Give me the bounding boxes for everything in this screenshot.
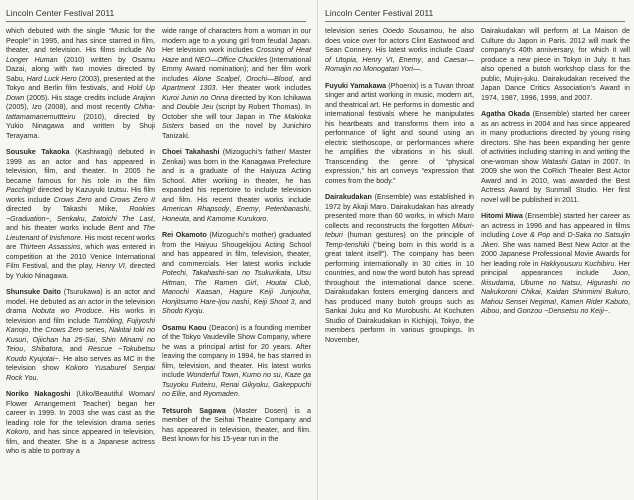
work-title: Kuroi Junin no Onna bbox=[162, 93, 229, 102]
bio-text: (2008), and most recently bbox=[41, 103, 134, 111]
bio-text: (Kashiwagi) debuted in 1999 as an actor and has appeared in television, film, and theater. In 2005 he became famous for his role in the film bbox=[6, 148, 156, 185]
work-title: Crows Zero bbox=[45, 326, 83, 334]
work-title: Chiha-tattamamanemuttteiru bbox=[6, 103, 156, 121]
text-column bbox=[6, 27, 155, 464]
bio-text: series, bbox=[82, 326, 109, 334]
work-title: Zatoichi The Last bbox=[91, 214, 154, 223]
work-title: Utsu Hitman bbox=[162, 269, 312, 287]
work-title: Keiji Shoot 3 bbox=[253, 297, 295, 306]
bio-text: , bbox=[309, 288, 311, 296]
bio-paragraph bbox=[6, 390, 155, 457]
work-title: Enemy bbox=[236, 205, 259, 213]
bio-text: which debuted with the single “Music for the People” in 1995, and has since starred in film, theater, and television. His films include bbox=[6, 27, 155, 54]
text-column bbox=[162, 27, 311, 464]
bio-text: , bbox=[84, 214, 92, 223]
bio-text: directed by Kazuyuki Izutsu. His film works include bbox=[6, 186, 155, 204]
bio-text: (Ensemble) started her career as an actress in 2004 and has since appeared in many productions directed by young rising directors. She has been expanding her genre of activities including starring in and writing the one-woman show bbox=[481, 110, 630, 166]
bio-paragraph bbox=[6, 148, 155, 281]
bio-text: (Master Dosen) is a member of the Seihai Theatre Company and has appeared in television, theater, and film. Best known for his 15-year run in the bbox=[162, 406, 311, 443]
bio-text: , bbox=[229, 205, 237, 213]
bio-text: , bbox=[355, 55, 363, 64]
bio-text: , and bbox=[421, 55, 444, 64]
person-name: Tetsuroh Sagawa bbox=[162, 406, 226, 415]
bio-text: , bbox=[628, 288, 630, 296]
work-title: Henry VI bbox=[96, 262, 125, 270]
work-title: Ojiichan ha 25-Sai bbox=[32, 335, 96, 344]
work-title: The Ramen Girl bbox=[194, 278, 257, 287]
work-title: Gakeppuchi no Ellie bbox=[162, 380, 312, 398]
work-title: Rookies ~Graduation~ bbox=[6, 205, 155, 223]
bio-text: (Ensemble) was established in 1972 by Akaji Maro. Dairakudakan has already presented more than 60 works, in which Maro collects and reconstructs the forgotten bbox=[325, 193, 474, 230]
bio-text: . He also serves as MC in the television show bbox=[6, 354, 155, 372]
person-name: Fuyuki Yamakawa bbox=[325, 81, 387, 90]
work-title: Potechi bbox=[162, 269, 186, 277]
bio-text: , bbox=[95, 335, 102, 344]
bio-text: , bbox=[309, 205, 311, 213]
bio-paragraph bbox=[162, 148, 311, 224]
bio-text: (2010) written by Osamu Dazai, along with two movies directed by Sabu, bbox=[6, 55, 155, 83]
bio-text: in 2007. In 2009 she won the CoRich Theater Best Actor Award and in 2010, was awarded the Best Actress Award by Sunmall Studio. Her first novel will be published in 2011. bbox=[481, 157, 630, 204]
person-name: Dairakudakan bbox=[325, 193, 372, 201]
bio-text: , bbox=[185, 269, 192, 277]
work-title: Temp-tenshiki bbox=[325, 240, 370, 249]
bio-text: . His works in television and film include bbox=[6, 307, 155, 325]
work-title: The Lieutenant of Inishmore bbox=[6, 224, 155, 242]
bio-paragraph bbox=[6, 27, 155, 141]
bio-text: , bbox=[239, 74, 246, 83]
work-title: Hakkyousuru Kuchibiru bbox=[540, 259, 615, 268]
work-title: Honjitsumo Hare-Ijou nashi bbox=[162, 297, 250, 306]
bio-text: , which was entered in competition at the 2010 Venice International Film Festival, and the play, bbox=[6, 243, 156, 270]
work-title: Manochi Kaasan bbox=[162, 288, 221, 296]
work-title: Apartment 1303 bbox=[162, 84, 216, 92]
work-title: Arajinn bbox=[132, 93, 155, 102]
bio-text: , bbox=[49, 214, 57, 223]
work-title: Bent bbox=[108, 224, 124, 232]
bio-text: (Deacon) is a founding member of the Tokyo Vaudeville Show Company, where he was a principal artist for 20 years. After leaving the company in 1994, he has starred in film, television, and theater. His latest works include bbox=[162, 323, 311, 379]
work-title: Miburi-teburi bbox=[325, 221, 474, 239]
work-title: Ubume no Natsu bbox=[520, 278, 580, 287]
bio-text: , and bbox=[61, 345, 88, 353]
bio-text: . His most recent works are bbox=[6, 233, 155, 251]
right-page bbox=[317, 0, 634, 500]
bio-text: , bbox=[184, 278, 195, 287]
work-title: Double Jeu bbox=[176, 103, 214, 111]
bio-text: , bbox=[580, 278, 587, 287]
bio-paragraph bbox=[162, 27, 311, 141]
bio-text: , bbox=[290, 269, 297, 277]
bio-text: , and bbox=[189, 214, 207, 223]
work-title: Rescue ~Tokubetsu Koudo Kyujotai~ bbox=[6, 345, 155, 363]
work-title: Shin Minami no Teiou bbox=[6, 335, 156, 353]
text-column bbox=[325, 27, 474, 352]
work-title: Kokoro bbox=[6, 428, 29, 436]
bio-paragraph bbox=[325, 193, 474, 345]
bio-text: based on the novel by Junichiro Tanizaki. bbox=[162, 122, 311, 140]
bio-text: (Mizoguchi’s mother) graduated from the Haiyuu Shougekijou Acting School and has appeared in film, television, theater, and commercials. Her latest works include bbox=[162, 231, 311, 268]
bio-text: , the bbox=[28, 326, 46, 334]
bio-text: (Tsurukawa) is an actor and model. He debuted as an actor in the television drama bbox=[6, 288, 155, 315]
bio-paragraph bbox=[325, 82, 474, 187]
work-title: Kokoro Yusaburel Senpai Rock You bbox=[6, 364, 155, 382]
work-title: Pacchigi! bbox=[6, 186, 35, 194]
work-title: Ooedo Sousamou bbox=[382, 27, 443, 35]
bio-text: , bbox=[628, 269, 630, 277]
bio-text: , bbox=[392, 55, 399, 64]
work-title: Kumo no su bbox=[242, 371, 281, 379]
work-title: Juon bbox=[612, 269, 629, 277]
work-title: Hold Up Down bbox=[6, 84, 155, 102]
work-title: Watashi Gatari bbox=[541, 157, 591, 166]
bio-text: , bbox=[540, 288, 547, 296]
work-title: Senkaku bbox=[56, 214, 85, 223]
bio-text: , and bbox=[294, 297, 312, 306]
bio-paragraph bbox=[6, 288, 155, 383]
bio-text: , bbox=[215, 380, 221, 389]
bio-text: , bbox=[267, 380, 273, 389]
work-title: Higurashi no Nakukoroni Chikai bbox=[481, 278, 630, 296]
work-title: Crossing of Heat Haze bbox=[162, 46, 311, 64]
work-title: Houtai Club bbox=[265, 278, 310, 287]
bio-text: and bbox=[550, 231, 568, 239]
bio-text: . bbox=[608, 307, 611, 315]
columns bbox=[325, 27, 630, 352]
bio-text: , bbox=[513, 278, 521, 287]
bio-text: . bbox=[202, 307, 205, 315]
work-title: Enemy bbox=[398, 55, 422, 64]
bio-text: , bbox=[256, 278, 266, 287]
work-title: Henry VI bbox=[362, 55, 393, 64]
bio-text: . bbox=[266, 214, 269, 223]
bio-text: , bbox=[249, 297, 254, 306]
bio-paragraph bbox=[481, 110, 630, 205]
bio-text: , directed by Yukio Ninagawa. bbox=[6, 262, 155, 280]
bio-paragraph bbox=[481, 212, 630, 317]
work-title: Aibou bbox=[481, 307, 500, 315]
work-title: Izo bbox=[32, 103, 42, 111]
bio-text: (“being born in this world is a great talent itself”). The company has been performing internationally in 30 cities in 10 countries, and now the word butoh has spread throughout the international dance scene. Dairakudakan fosters emerging dancers and has produced many butoh groups such as Sankai Juku and Ko Murobushi. At Kochuten Studio of Dairakudakan in Kichijoji, Tokyo, the members perform in various groupings. In November, bbox=[325, 240, 474, 344]
bio-text: (script by Robert Thomas). In October she will tour Japan in bbox=[162, 103, 311, 121]
bio-text: , bbox=[23, 345, 32, 353]
running-header: Lincoln Center Festival 2011 bbox=[6, 8, 306, 22]
work-title: Crows Zero bbox=[53, 195, 92, 204]
columns bbox=[6, 27, 313, 464]
bio-text: (2005). His stage credits include bbox=[24, 93, 133, 102]
work-title: Kaze ga Tsuyoku Fuiteiru bbox=[162, 371, 312, 389]
bio-paragraph bbox=[325, 27, 474, 75]
work-title: The Makioka Sisters bbox=[162, 112, 311, 130]
person-name: Noriko Nakagoshi bbox=[6, 390, 71, 398]
bio-text: and bbox=[91, 195, 110, 204]
bio-text: (2010), directed by Yukio Ninagawa and written by Shuji Terayama. bbox=[6, 112, 155, 140]
bio-text: , bbox=[220, 288, 230, 296]
bio-text: —. bbox=[413, 65, 423, 73]
bio-text: (2003), presented at the Tokyo and Berlin film festivals, and bbox=[6, 74, 155, 92]
bio-text: , bbox=[258, 205, 266, 213]
bio-text: , bbox=[309, 278, 311, 287]
person-name: Hitomi Miwa bbox=[481, 212, 523, 220]
bio-text: directed by Kon Ichikawa and bbox=[162, 93, 311, 111]
work-title: Fujiyoshi Kanojo bbox=[6, 316, 156, 334]
work-title: D-Saka no Satsujin Jiken bbox=[481, 231, 631, 249]
bio-paragraph bbox=[162, 324, 311, 400]
bio-text: (2005), bbox=[6, 103, 33, 111]
work-title: Nobuta wo Produce bbox=[31, 307, 102, 315]
person-name: Agatha Okada bbox=[481, 110, 530, 118]
bio-text: , and bbox=[185, 390, 204, 398]
running-header: Lincoln Center Festival 2011 bbox=[325, 8, 625, 22]
bio-text: . Her principal appearances include bbox=[481, 259, 630, 277]
bio-text: (human gestures) on the principle of bbox=[342, 231, 474, 239]
person-name: Rei Okamoto bbox=[162, 231, 207, 239]
bio-text: . Her theater work includes bbox=[215, 84, 311, 92]
person-name: Osamu Kaou bbox=[162, 323, 207, 332]
work-title: Hard Luck Hero bbox=[26, 74, 77, 83]
person-name: Shunsuke Daito bbox=[6, 288, 61, 296]
work-title: Orochi—Blood bbox=[245, 74, 293, 83]
bio-text: and bbox=[178, 55, 195, 64]
work-title: NEO—Office Chuckles bbox=[194, 55, 268, 64]
bio-paragraph bbox=[481, 27, 630, 103]
bio-text: , bbox=[26, 335, 33, 344]
text-column bbox=[481, 27, 630, 352]
bio-text: , bbox=[628, 297, 630, 306]
work-title: Hagure Keiji Junjouha bbox=[229, 288, 310, 296]
work-title: Caesar—Romajin no Monogatari Yori bbox=[325, 55, 474, 73]
bio-text: . She was named Best New Actor at the 2000 Japanese Professional Movie Awards for her leading role in bbox=[481, 240, 630, 268]
bio-text: , bbox=[556, 297, 561, 306]
work-title: Love & Pop bbox=[511, 231, 551, 239]
bio-text: , bbox=[280, 371, 285, 379]
work-title: Thirteen Assassins bbox=[19, 243, 81, 251]
bio-text: , and his theater works include bbox=[6, 214, 156, 232]
bio-text: Dairakudakan will perform at La Maison de Culture du Japon in Paris. 2012 will mark the company’s 40th anniversary, for which it will produce a new piece in Tokyo in July. It has also opened a butoh workshop class for the public, Mujin-juku. Dairakudakan received the Japan Dance Critics Association’s Award in 1974, 1987, 1996, 1999, and 2007. bbox=[481, 27, 630, 102]
work-title: Ikisudama bbox=[481, 278, 514, 287]
bio-text: and bbox=[123, 224, 143, 232]
work-title: Nakitai toki no Kusuri bbox=[6, 326, 156, 344]
bio-text: wide range of characters from a woman in our modern age to a young girl from feudal Japan. Her television work includes bbox=[162, 27, 311, 54]
bio-text: (International Emmy Award nomination); and her film work includes bbox=[162, 55, 311, 83]
work-title: Crows Zero II bbox=[109, 195, 155, 204]
bio-text: (Uiko/Beautiful Woman/ Flower Arrangement Teacher) began her career in 1999. In 2003 she was cast as the leading role for the television drama series bbox=[6, 390, 156, 427]
work-title: Ryomaden bbox=[203, 390, 238, 398]
bio-text: directed by Takashi Miike, bbox=[6, 205, 130, 213]
work-title: Alone Scalpel bbox=[192, 74, 240, 83]
work-title: Tumbling bbox=[93, 316, 122, 325]
bio-text: , bbox=[121, 316, 127, 325]
work-title: Kamen Rider Kabuto bbox=[560, 297, 629, 306]
work-title: Shodo Kyoju bbox=[162, 307, 203, 315]
bio-text: television series bbox=[325, 27, 383, 35]
bio-text: , and has since appeared in television, film, and theater. She is a Japanese actress who is able to portray a bbox=[6, 428, 155, 455]
work-title: Coast of Utopia bbox=[325, 46, 474, 64]
work-title: American Rhapsody bbox=[162, 205, 230, 213]
bio-paragraph bbox=[162, 231, 311, 317]
work-title: No Longer Human bbox=[6, 46, 155, 64]
work-title: Renai Gikyoku bbox=[220, 380, 268, 389]
work-title: Honeuta bbox=[162, 214, 189, 223]
bio-text: . bbox=[36, 373, 39, 382]
bio-text: , and bbox=[292, 74, 312, 83]
work-title: Mahou Sensei Negima! bbox=[481, 297, 557, 306]
work-title: Wonderful Town bbox=[186, 371, 239, 379]
bio-text: (Ensemble) started her career as an actress in 1996 and has appeared in films including bbox=[481, 212, 630, 239]
person-name: Choei Takahashi bbox=[162, 148, 220, 156]
person-name: Sousuke Takaoka bbox=[6, 148, 70, 156]
work-title: Petenbanashi bbox=[265, 205, 310, 213]
bio-text: , he also does voice over for actors Clint Eastwood and Sean Connery. His latest works include bbox=[325, 27, 474, 54]
bio-text: (Mizoguchi’s father/ Master Zenkai) was born in the Kanagawa Prefecture and is a graduate of the Haiyuza Acting School. After working in theater, he has expanded his repertoire to include television and film. His recent theater works include bbox=[162, 148, 311, 204]
work-title: Takahashi-san no Tsukurikata bbox=[191, 269, 291, 277]
work-title: Kamome Kurukoro bbox=[206, 214, 267, 223]
bio-text: (Phoenix) is a Tuvan throat singer and artist working in music, modern art, and theatrical art. He performs in domestic and international festivals where he manipulates his heartbeats and transforms them into a performance of light and sound using an electric stethoscope, or performances where he amplifies the vibrations in his skull. Transcending the genre of “physical expression,” his art conveys “expression that comes from the body.” bbox=[325, 81, 474, 185]
bio-text: . bbox=[237, 390, 240, 398]
work-title: Shibatora bbox=[31, 345, 62, 353]
bio-text: , bbox=[238, 371, 243, 379]
work-title: Kaidan Shinmimi Bukuro bbox=[546, 288, 629, 296]
bio-paragraph bbox=[162, 407, 311, 445]
bio-text: , and bbox=[499, 307, 518, 315]
work-title: Gonzou ~Densetsu no Keiji~ bbox=[517, 307, 609, 315]
